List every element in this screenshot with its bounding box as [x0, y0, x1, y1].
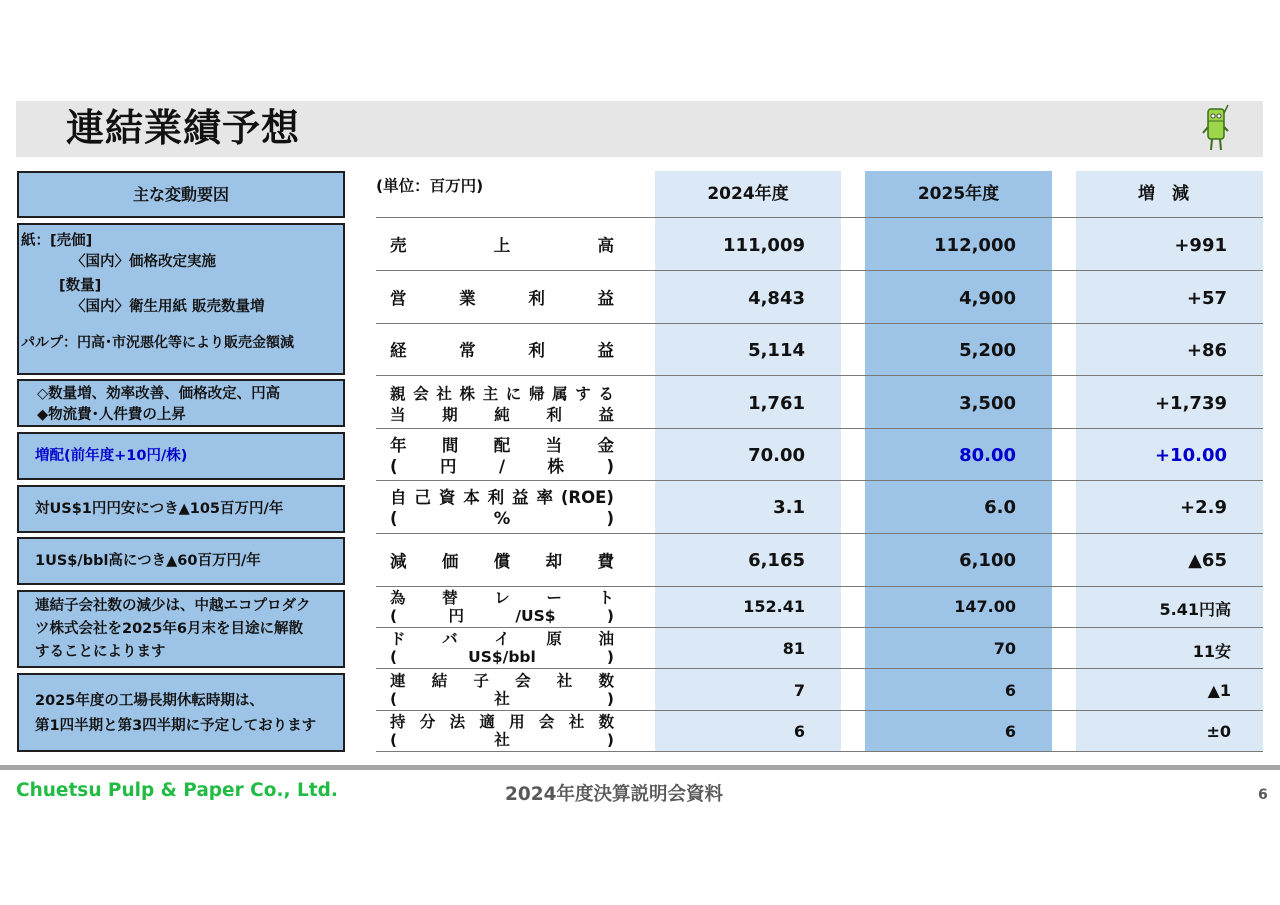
value-2025: 4,900 [959, 288, 1016, 309]
row-label-consolidated-subsidiaries [390, 672, 614, 708]
label-char: 却 [545, 552, 563, 571]
value-2024: 4,843 [748, 288, 805, 309]
label-char: 油 [598, 630, 614, 648]
factor-text: パルプ：円高･市況悪化等により販売金額減 [21, 335, 294, 351]
factor-box-oil [17, 537, 345, 585]
label-char: 会 [538, 713, 555, 731]
label-char: 利 [546, 406, 562, 424]
value-2025: 6.0 [984, 497, 1016, 518]
label-char: ) [606, 690, 614, 708]
label-char: US$/bbl [468, 648, 536, 666]
page-number: 6 [1258, 787, 1268, 803]
label-char: 率 [536, 488, 553, 507]
row-divider [376, 627, 1263, 628]
label-char: 社 [568, 713, 585, 731]
factor-text: 〈国内〉衛生用紙 販売数量増 [71, 299, 265, 315]
value-2024: 5,114 [748, 340, 805, 361]
label-char: 年 [390, 436, 407, 455]
label-char: 分 [419, 713, 436, 731]
value-2024: 1,761 [748, 393, 805, 414]
row-label-ordinary-profit [390, 340, 614, 362]
value-2024: 6 [793, 722, 805, 741]
value-diff: ▲65 [1188, 550, 1227, 571]
factors-header-label: 主な変動要因 [132, 185, 229, 204]
label-char: 純 [494, 406, 510, 424]
label-char: す [575, 385, 591, 403]
value-diff: ±0 [1206, 722, 1231, 741]
label-char: ー [546, 589, 562, 607]
row-divider [376, 586, 1263, 587]
header-2024: 2024年度 [707, 184, 789, 204]
value-diff: 5.41円高 [1159, 600, 1231, 619]
label-char: ( [390, 648, 398, 666]
row-label-equity-method-companies [390, 713, 614, 749]
label-char: ( [390, 457, 398, 476]
label-char: ) [606, 648, 614, 666]
row-label-operating-profit [390, 288, 614, 310]
row-divider [376, 533, 1263, 534]
value-2025: 5,200 [959, 340, 1016, 361]
label-char: バ [442, 630, 458, 648]
label-char: 円 [448, 607, 464, 625]
label-char: 社 [556, 672, 573, 690]
label-char: 会 [413, 385, 429, 403]
label-char: 属 [552, 385, 568, 403]
value-2025: 112,000 [934, 235, 1016, 256]
label-char: 為 [390, 589, 406, 607]
header-diff: 増 減 [1138, 184, 1189, 204]
document-title: 2024年度決算説明会資料 [505, 784, 723, 805]
bamboo-mascot-icon [1200, 103, 1230, 155]
value-2025: 6 [1004, 722, 1016, 741]
label-char: 会 [515, 672, 531, 690]
row-divider [376, 751, 1263, 752]
label-char: 償 [493, 552, 511, 571]
factor-text: 1US$/bbl高につき▲60百万円/年 [35, 553, 261, 569]
label-char: ) [606, 607, 614, 625]
value-diff: +10.00 [1154, 445, 1227, 466]
label-char: ( [390, 731, 398, 749]
row-label-dubai-crude [390, 630, 614, 666]
value-diff: ▲1 [1207, 681, 1231, 700]
label-char: 株 [459, 385, 475, 403]
label-char: 適 [479, 713, 495, 731]
factor-text: [数量] [59, 278, 102, 294]
page-title: 連結業績予想 [66, 106, 301, 150]
factors-header [17, 171, 345, 218]
label-char: 業 [459, 289, 476, 308]
row-divider [376, 323, 1263, 324]
value-2024: 81 [782, 639, 805, 658]
row-divider [376, 668, 1263, 669]
factor-text: 紙：[売価] [21, 233, 93, 249]
label-char: 益 [512, 488, 529, 507]
factor-text: 対US$1円円安につき▲105百万円/年 [35, 501, 284, 517]
label-char: / [498, 457, 506, 476]
label-char: 結 [431, 672, 448, 690]
label-char: イ [494, 630, 510, 648]
label-char: ( [390, 690, 398, 708]
factor-text: ◇数量増、効率改善、価格改定、円高 [37, 386, 281, 402]
label-char: 原 [546, 630, 562, 648]
label-char: 自 [390, 488, 407, 507]
label-char: 期 [442, 406, 458, 424]
label-char: 当 [390, 406, 406, 424]
row-divider [376, 217, 1263, 218]
label-char: 子 [473, 672, 489, 690]
label-char: /US$ [515, 607, 556, 625]
label-char: 己 [414, 488, 431, 507]
label-char: 売 [390, 236, 407, 255]
value-2024: 152.41 [743, 597, 805, 616]
factor-text: 連結子会社数の減少は、中越エコプロダク [35, 598, 311, 614]
label-char: 上 [493, 236, 511, 255]
value-diff: 11安 [1192, 642, 1231, 661]
value-2025: 3,500 [959, 393, 1016, 414]
factor-text: 第1四半期と第3四半期に予定しております [35, 718, 317, 734]
label-char: 営 [390, 289, 407, 308]
label-char: 社 [494, 690, 510, 708]
row-label-depreciation [390, 551, 614, 573]
row-divider [376, 710, 1263, 711]
label-char: 社 [494, 731, 510, 749]
value-2025: 70 [993, 639, 1016, 658]
factor-text: ◆物流費･人件費の上昇 [37, 407, 186, 423]
label-char: 高 [597, 236, 614, 255]
value-diff: +991 [1174, 235, 1227, 256]
label-char: 替 [442, 589, 458, 607]
value-2025: 147.00 [954, 597, 1016, 616]
label-char: 当 [545, 436, 563, 455]
value-2024: 70.00 [748, 445, 805, 466]
label-char: 益 [597, 341, 614, 360]
value-2024: 7 [793, 681, 805, 700]
label-char: 利 [487, 488, 505, 507]
header-2025: 2025年度 [917, 184, 1000, 204]
label-char: 帰 [528, 385, 545, 403]
label-char: 数 [598, 713, 614, 731]
label-char: 本 [463, 488, 480, 507]
row-divider [376, 428, 1263, 429]
label-char: 円 [440, 457, 457, 476]
label-char: 常 [459, 341, 476, 360]
label-char: 用 [509, 713, 525, 731]
factor-text: することによります [35, 644, 166, 660]
row-divider [376, 375, 1263, 376]
factor-box-profit [17, 379, 345, 427]
factor-text: 〈国内〉価格改定実施 [71, 254, 216, 270]
label-char: ) [606, 457, 614, 476]
value-2025: 80.00 [959, 445, 1016, 466]
factor-box-fx [17, 485, 345, 533]
row-label-exchange-rate [390, 589, 614, 625]
value-diff: +57 [1186, 288, 1227, 309]
row-divider [376, 480, 1263, 481]
row-divider [376, 270, 1263, 271]
label-char: 法 [449, 713, 466, 731]
label-char: 持 [390, 713, 406, 731]
label-char: 数 [598, 672, 614, 690]
row-label-roe [390, 487, 614, 529]
label-char: 益 [598, 406, 614, 424]
label-char: 経 [390, 341, 407, 360]
label-char: ( [390, 509, 398, 528]
label-char: 価 [441, 552, 459, 571]
factor-box-subsidiaries [17, 590, 345, 668]
label-char: 利 [528, 341, 545, 360]
label-char: ( [390, 607, 398, 625]
unit-label: (単位：百万円) [376, 177, 484, 195]
row-label-annual-dividend [390, 435, 614, 477]
label-char: 資 [438, 488, 456, 507]
value-2024: 6,165 [748, 550, 805, 571]
label-char: ド [390, 630, 406, 648]
value-2024: 3.1 [773, 497, 805, 518]
label-char: 間 [441, 436, 459, 455]
factor-text: 2025年度の工場長期休転時期は、 [35, 693, 264, 709]
label-char: 減 [390, 552, 407, 571]
label-char: 費 [597, 552, 614, 571]
label-char: る [598, 385, 614, 403]
label-char: (ROE) [560, 488, 614, 507]
value-diff: +86 [1186, 340, 1227, 361]
value-2024: 111,009 [723, 235, 805, 256]
factor-box-shutdown [17, 673, 345, 752]
company-name: Chuetsu Pulp & Paper Co., Ltd. [16, 780, 338, 801]
label-char: 金 [597, 436, 614, 455]
label-char: 連 [390, 672, 406, 690]
value-2025: 6,100 [959, 550, 1016, 571]
factor-text: 増配(前年度+10円/株) [35, 448, 188, 464]
value-2025: 6 [1004, 681, 1016, 700]
label-char: 利 [528, 289, 545, 308]
row-label-net-sales [390, 235, 614, 257]
label-char: 社 [436, 385, 452, 403]
label-char: ) [606, 731, 614, 749]
label-char: % [493, 509, 511, 528]
label-char: ) [606, 509, 614, 528]
label-char: 配 [493, 436, 511, 455]
label-char: レ [494, 589, 510, 607]
label-char: ト [598, 589, 614, 607]
label-char: 益 [597, 289, 614, 308]
label-char: 親 [390, 385, 406, 403]
value-diff: +2.9 [1180, 497, 1227, 518]
factor-box-sales [17, 223, 345, 375]
row-label-net-income [390, 383, 614, 425]
label-char: に [505, 385, 522, 403]
factor-box-dividend [17, 432, 345, 480]
value-diff: +1,739 [1154, 393, 1227, 414]
footer-divider [0, 765, 1280, 770]
label-char: 株 [547, 457, 564, 476]
factor-text: ツ株式会社を2025年6月末を目途に解散 [35, 621, 303, 637]
label-char: 主 [482, 385, 499, 403]
